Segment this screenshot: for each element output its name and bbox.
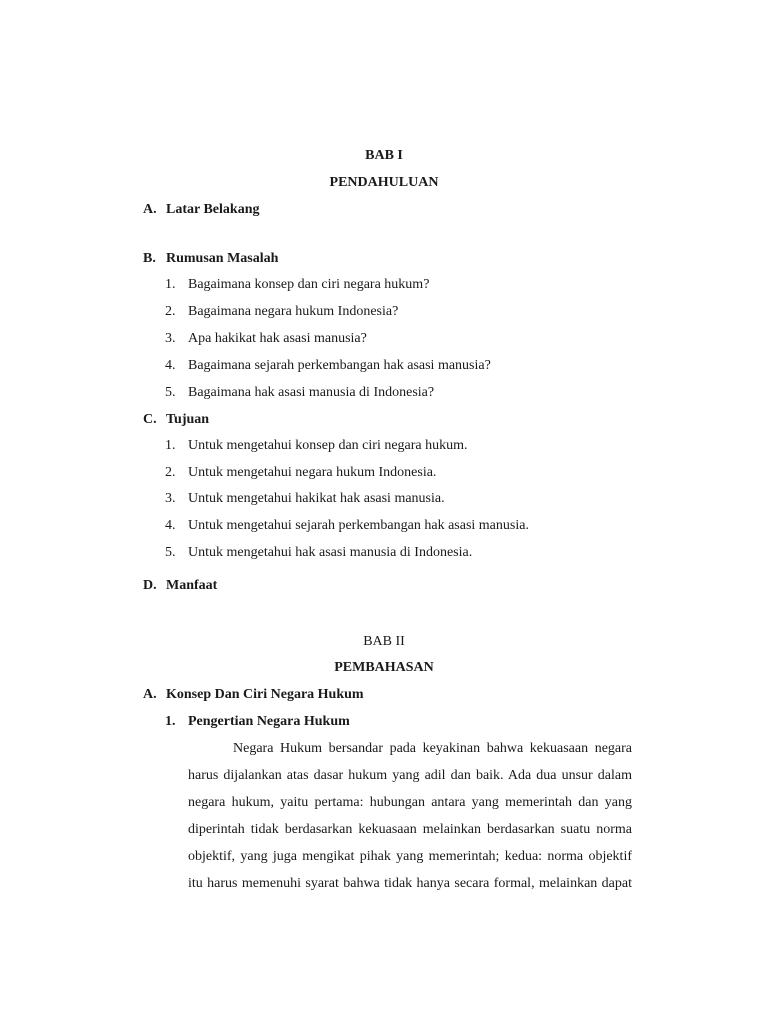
section-c-letter: C. <box>143 412 157 427</box>
list-item-number: 3. <box>165 331 176 346</box>
bab1-heading: BAB I <box>365 148 403 163</box>
bab2-section-a-letter: A. <box>143 687 157 702</box>
paragraph-line: negara hukum, yaitu pertama: hubungan antara yang memerintah dan yang <box>188 795 632 810</box>
list-item: Untuk mengetahui hakikat hak asasi manusia. <box>188 491 445 506</box>
bab2-heading: BAB II <box>363 634 405 649</box>
section-b-letter: B. <box>143 251 156 266</box>
list-item-number: 1. <box>165 277 176 292</box>
list-item-number: 5. <box>165 385 176 400</box>
list-item: Untuk mengetahui negara hukum Indonesia. <box>188 465 437 480</box>
paragraph-line: Negara Hukum bersandar pada keyakinan bahwa kekuasaan negara <box>233 741 632 756</box>
list-item: Untuk mengetahui konsep dan ciri negara hukum. <box>188 438 468 453</box>
list-item: Bagaimana sejarah perkembangan hak asasi manusia? <box>188 358 491 373</box>
list-item: Untuk mengetahui sejarah perkembangan hak asasi manusia. <box>188 518 529 533</box>
paragraph-line: objektif, yang juga mengikat pihak yang memerintah; kedua: norma objektif <box>188 849 632 864</box>
list-item: Bagaimana konsep dan ciri negara hukum? <box>188 277 430 292</box>
bab1-title: PENDAHULUAN <box>329 175 439 190</box>
section-d-letter: D. <box>143 578 157 593</box>
section-b-title: Rumusan Masalah <box>166 251 279 266</box>
section-a-title: Latar Belakang <box>166 202 260 217</box>
section-a-letter: A. <box>143 202 157 217</box>
list-item-number: 2. <box>165 465 176 480</box>
list-item: Apa hakikat hak asasi manusia? <box>188 331 367 346</box>
list-item-number: 4. <box>165 358 176 373</box>
list-item-number: 1. <box>165 438 176 453</box>
subsection-number: 1. <box>165 714 176 729</box>
list-item-number: 5. <box>165 545 176 560</box>
bab2-title: PEMBAHASAN <box>334 660 434 675</box>
paragraph-line: harus dijalankan atas dasar hukum yang adil dan baik. Ada dua unsur dalam <box>188 768 632 783</box>
paragraph-line: itu harus memenuhi syarat bahwa tidak hanya secara formal, melainkan dapat <box>188 876 632 891</box>
list-item-number: 4. <box>165 518 176 533</box>
subsection-title: Pengertian Negara Hukum <box>188 714 350 729</box>
list-item: Bagaimana negara hukum Indonesia? <box>188 304 399 319</box>
list-item-number: 3. <box>165 491 176 506</box>
bab2-section-a-title: Konsep Dan Ciri Negara Hukum <box>166 687 364 702</box>
list-item-number: 2. <box>165 304 176 319</box>
list-item: Untuk mengetahui hak asasi manusia di Indonesia. <box>188 545 473 560</box>
paragraph-line: diperintah tidak berdasarkan kekuasaan melainkan berdasarkan suatu norma <box>188 822 632 837</box>
section-c-title: Tujuan <box>166 412 210 427</box>
list-item: Bagaimana hak asasi manusia di Indonesia? <box>188 385 435 400</box>
section-d-title: Manfaat <box>166 578 218 593</box>
